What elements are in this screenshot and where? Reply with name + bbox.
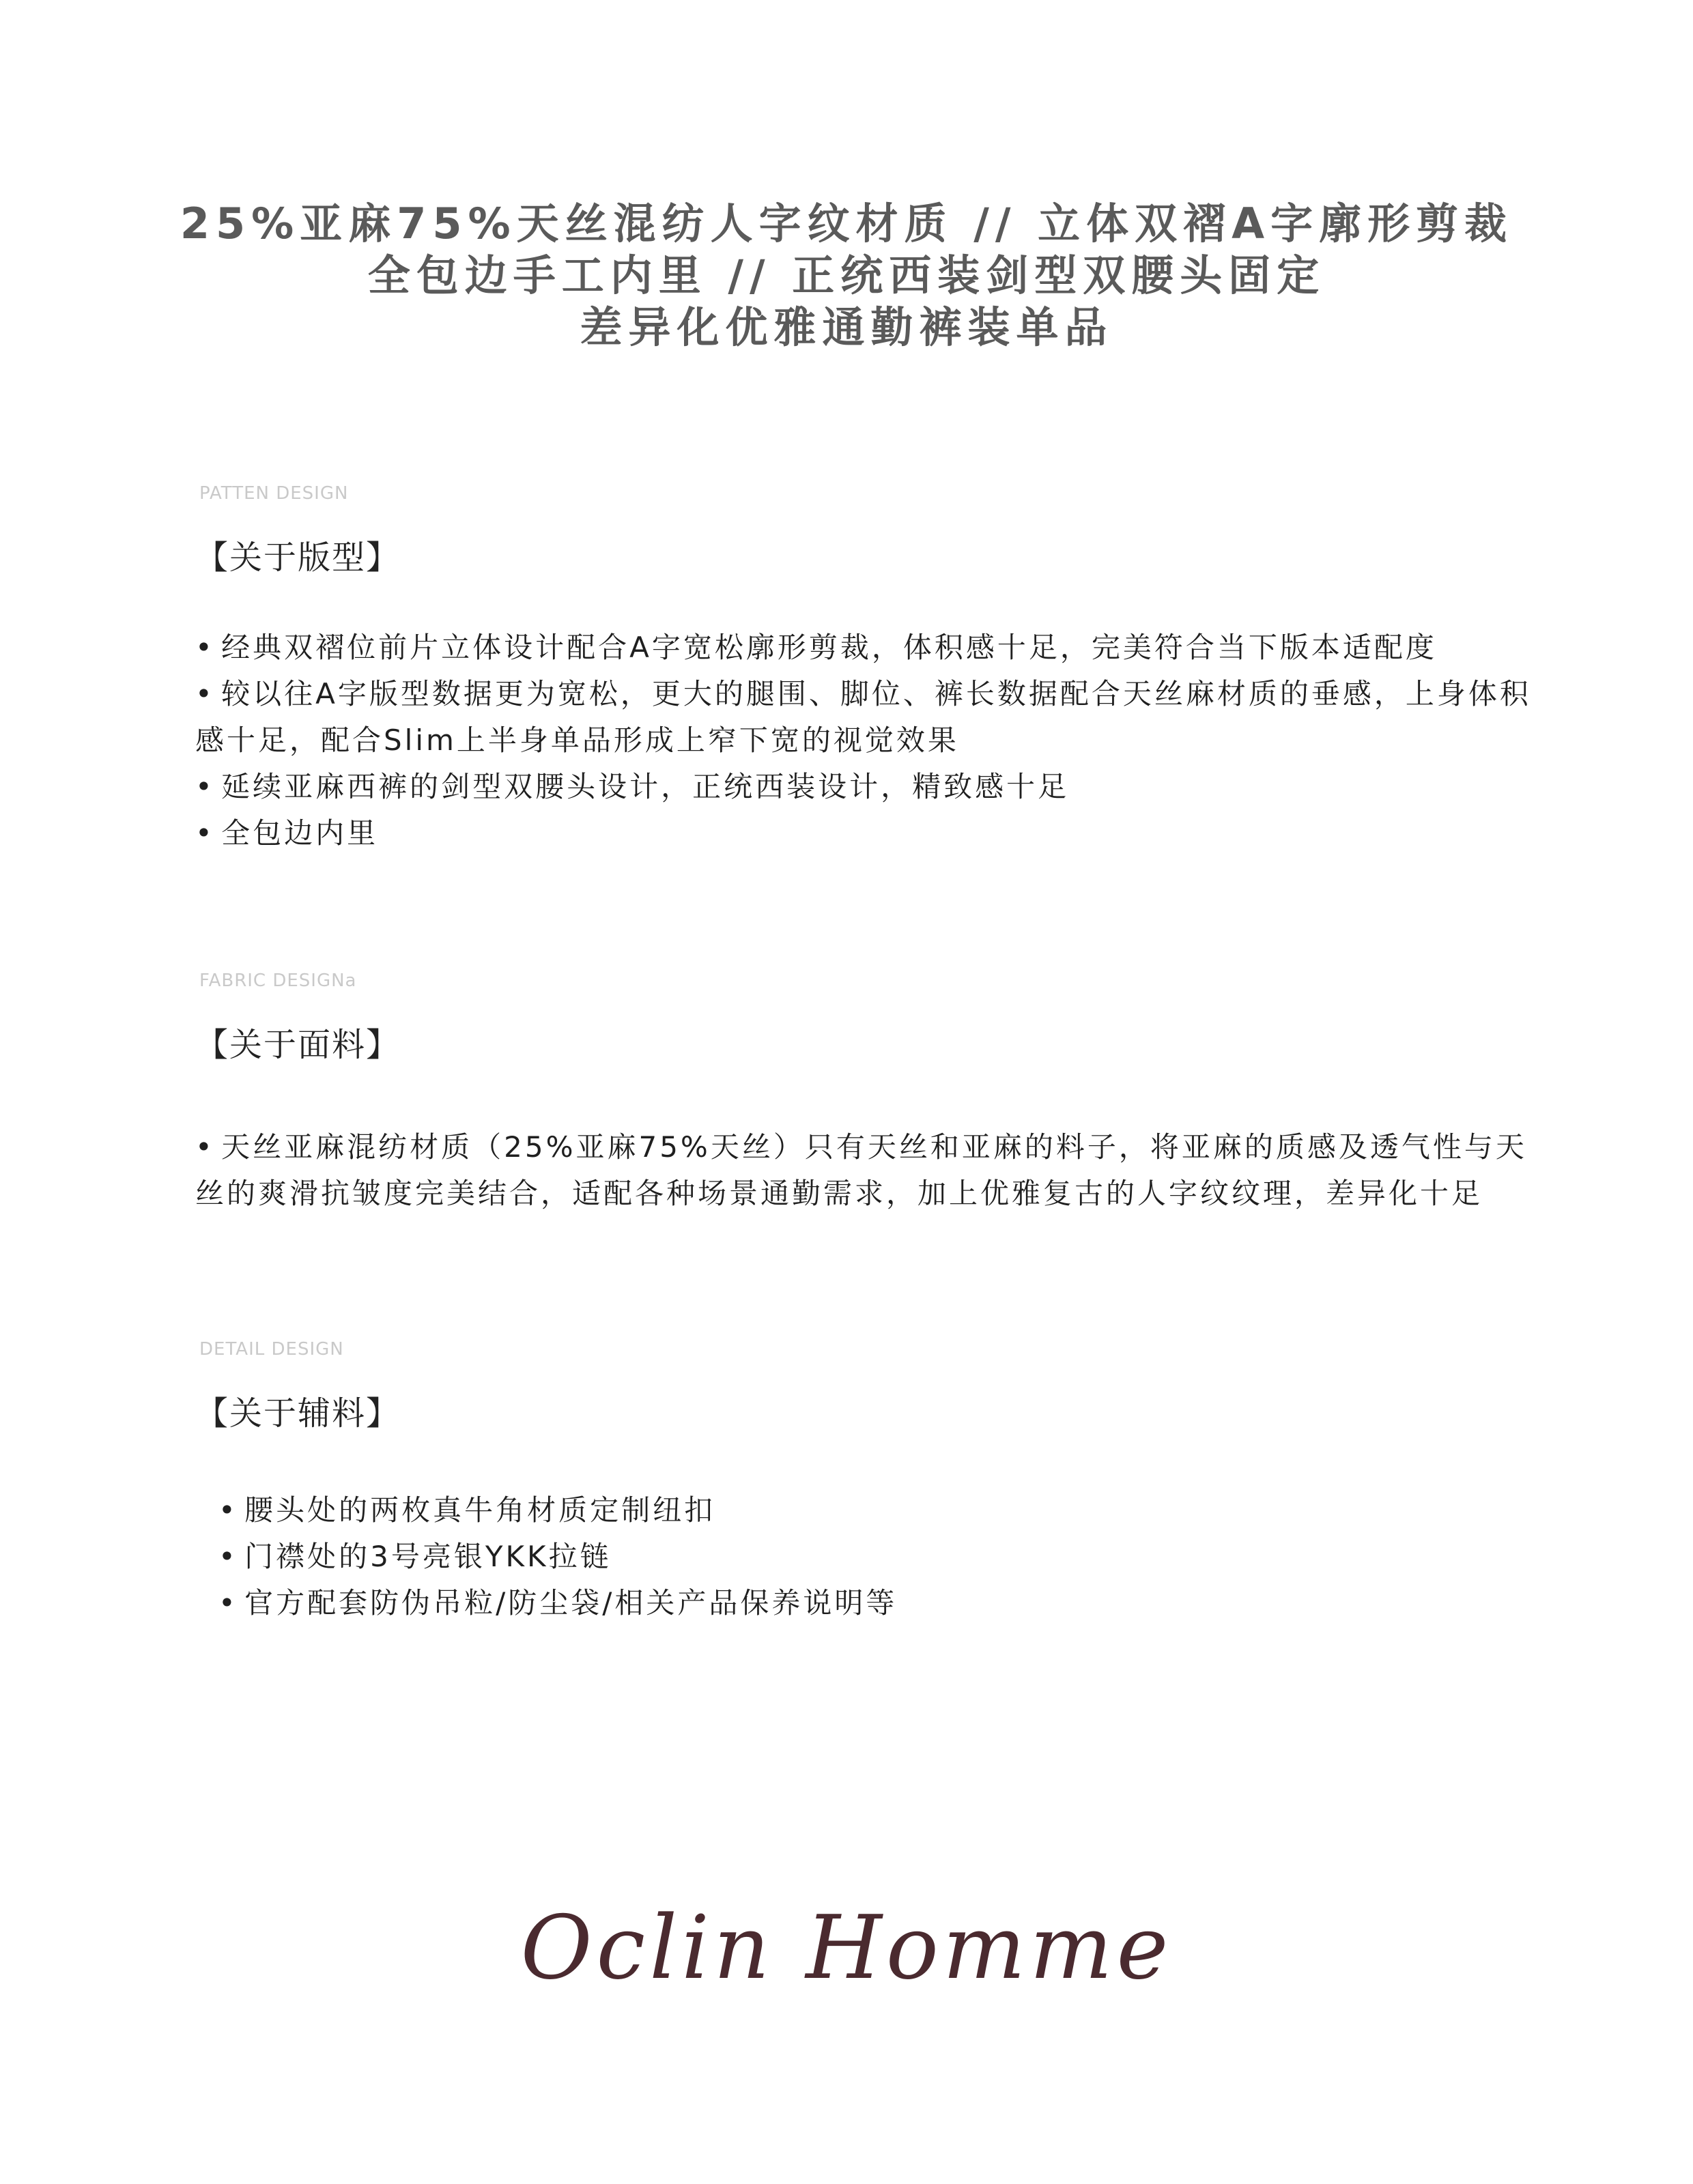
bullet-item: • 延续亚麻西裤的剑型双腰头设计，正统西装设计，精致感十足	[195, 764, 1554, 810]
bullet-item: • 门襟处的3号亮银YKK拉链	[218, 1534, 1554, 1580]
bullet-item: • 经典双褶位前片立体设计配合A字宽松廓形剪裁，体积感十足，完美符合当下版本适配度	[195, 624, 1554, 671]
bullet-item: • 天丝亚麻混纺材质（25%亚麻75%天丝）只有天丝和亚麻的料子，将亚麻的质感及透气性与天丝的爽滑抗皱度完美结合，适配各种场景通勤需求，加上优雅复古的人字纹纹理，差异化十足	[195, 1124, 1554, 1217]
headline-line-2: 全包边手工内里 // 正统西装剑型双腰头固定	[367, 250, 1326, 300]
bullet-item: • 腰头处的两枚真牛角材质定制纽扣	[218, 1487, 1554, 1534]
bullet-list	[218, 1487, 1554, 1626]
bullet-item: • 较以往A字版型数据更为宽松，更大的腿围、脚位、裤长数据配合天丝麻材质的垂感，上身体积感十足，配合Slim上半身单品形成上窄下宽的视觉效果	[195, 671, 1554, 764]
section-eyebrow: FABRIC DESIGNa	[199, 971, 357, 991]
brand-logo: Oclin Homme	[520, 1897, 1173, 1999]
fabric-design-section	[195, 971, 1554, 1217]
page-headline	[0, 198, 1693, 354]
section-eyebrow: DETAIL DESIGN	[199, 1339, 344, 1360]
section-eyebrow: PATTEN DESIGN	[199, 483, 349, 504]
section-title: 【 关于版型 】	[195, 531, 1554, 578]
headline-line-1: 25%亚麻75%天丝混纺人字纹材质 // 立体双褶A字廓形剪裁	[180, 199, 1513, 248]
section-title: 【 关于辅料 】	[195, 1387, 1554, 1434]
section-title: 【 关于面料 】	[195, 1018, 1554, 1065]
pattern-design-section	[195, 483, 1554, 857]
bullet-list	[195, 1124, 1554, 1217]
bullet-list	[195, 624, 1554, 857]
headline-line-3: 差异化优雅通勤裤装单品	[580, 302, 1113, 352]
bullet-item: • 全包边内里	[195, 810, 1554, 857]
detail-design-section	[195, 1339, 1554, 1626]
bullet-item: • 官方配套防伪吊粒/防尘袋/相关产品保养说明等	[218, 1580, 1554, 1626]
